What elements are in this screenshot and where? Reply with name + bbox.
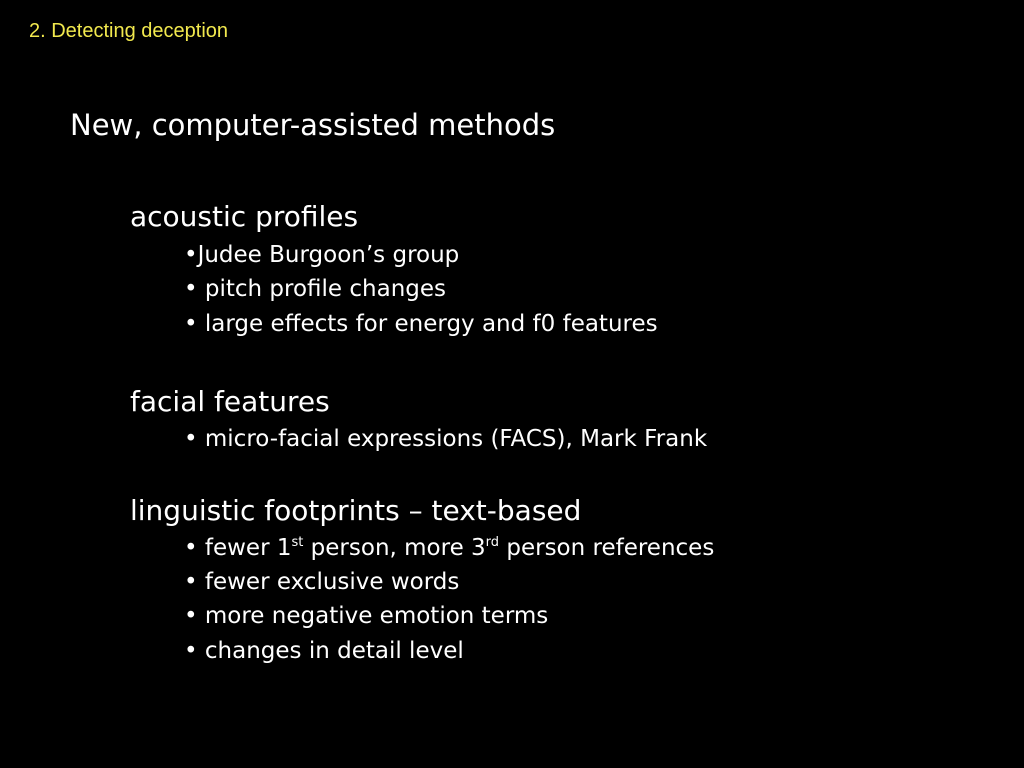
section-heading-linguistic: linguistic footprints – text-based	[130, 494, 582, 527]
bullet-text: • fewer 1	[184, 535, 292, 561]
bullet-item: • more negative emotion terms	[184, 603, 549, 629]
bullet-item: • pitch profile changes	[184, 276, 447, 302]
bullet-item: • large effects for energy and f0 features	[184, 311, 658, 337]
bullet-item-references	[184, 537, 714, 560]
bullet-text: person references	[499, 535, 715, 561]
section-header: 2. Detecting deception	[29, 20, 229, 42]
bullet-item: • micro-facial expressions (FACS), Mark Frank	[184, 426, 708, 452]
bullet-item: • changes in detail level	[184, 638, 464, 664]
bullet-item: • fewer exclusive words	[184, 569, 460, 595]
ordinal-suffix: rd	[485, 535, 500, 550]
section-heading-facial: facial features	[130, 385, 330, 418]
section-heading-acoustic: acoustic profiles	[130, 200, 359, 233]
bullet-text: person, more 3	[303, 535, 486, 561]
slide-title: New, computer-assisted methods	[70, 108, 556, 142]
ordinal-suffix: st	[291, 535, 304, 550]
bullet-item: •Judee Burgoon’s group	[184, 242, 460, 268]
